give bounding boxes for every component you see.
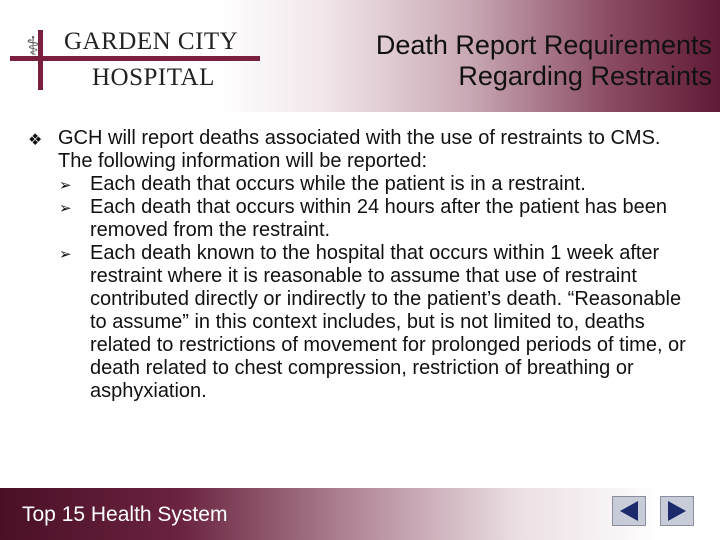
hospital-logo — [10, 28, 260, 92]
footer-text: Top 15 Health System — [22, 503, 228, 526]
arrow-bullet-icon: ➢ — [59, 176, 72, 194]
slide-content — [28, 127, 698, 403]
title-line1: Death Report Requirements — [375, 30, 712, 60]
title-line2: Regarding Restraints — [458, 61, 712, 91]
logo-line1: GARDEN CITY — [64, 28, 239, 55]
sub-point — [28, 196, 698, 242]
sub-point-text: Each death known to the hospital that occurs within 1 week after restraint where it is reasonable to assume that use of restraint contributed directly or indirectly to the patient’s death. “Reasonable to assume” in this context includes, but is not limited to, deaths related to restrictions of movement for prolonged periods of time, or death related to chest compression, restriction of breathing or asphyxiation. — [90, 242, 686, 402]
sub-point — [28, 173, 698, 196]
previous-slide-button[interactable] — [612, 496, 646, 526]
diamond-bullet-icon: ❖ — [28, 130, 43, 149]
arrow-bullet-icon: ➢ — [59, 199, 72, 217]
sub-point-text: Each death that occurs while the patient is in a restraint. — [90, 173, 586, 195]
sub-point — [28, 242, 698, 403]
logo-cross-horizontal — [10, 56, 260, 61]
slide-title — [376, 30, 712, 92]
previous-slide-icon — [613, 497, 645, 525]
next-slide-button[interactable] — [660, 496, 694, 526]
main-point — [28, 127, 698, 173]
arrow-bullet-icon: ➢ — [59, 245, 72, 263]
logo-line2: HOSPITAL — [92, 64, 215, 91]
sub-point-text: Each death that occurs within 24 hours after the patient has been removed from the restraint. — [90, 196, 668, 241]
caduceus-icon: ⚕ — [26, 32, 41, 62]
main-point-text: GCH will report deaths associated with the use of restraints to CMS. The following information will be reported: — [58, 127, 661, 172]
next-slide-icon — [661, 497, 693, 525]
